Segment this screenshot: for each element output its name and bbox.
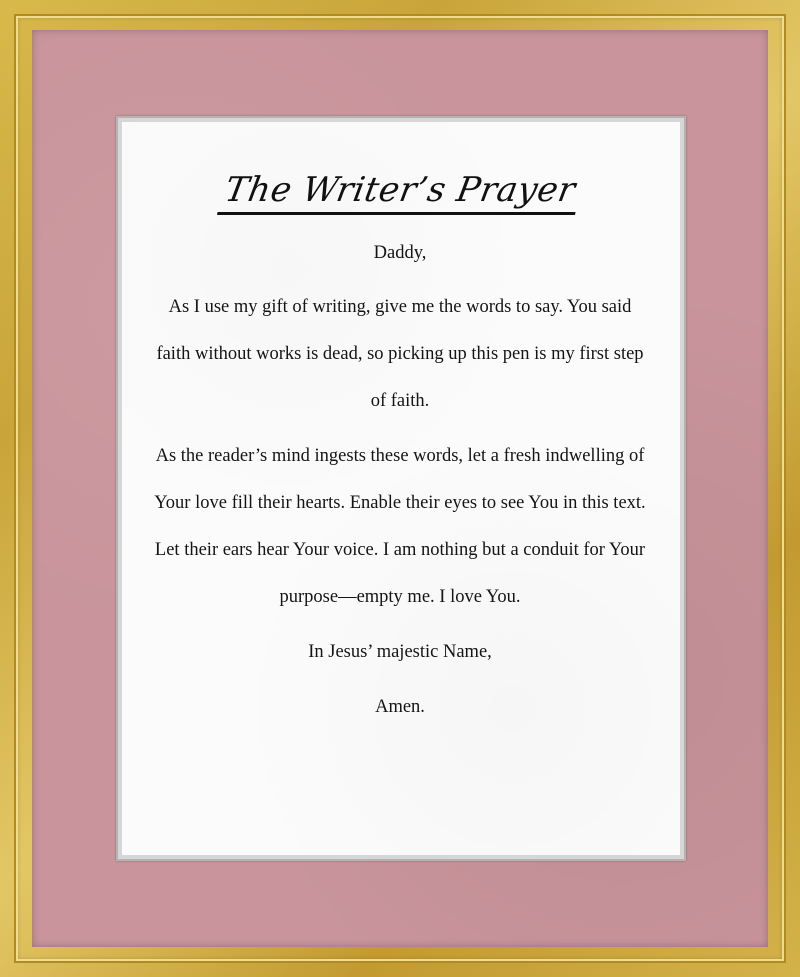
- salutation: Daddy,: [373, 243, 427, 263]
- page-title: The Writer’s Prayer: [217, 170, 583, 215]
- signoff: Amen.: [375, 697, 425, 717]
- closing-line: In Jesus’ majestic Name,: [308, 642, 492, 662]
- paragraph-2: As the reader’s mind ingests these words, let a fresh indwelling of Your love fill their hearts. Enable their eyes to see You in this text. Let their ears hear Your voice. I am nothing but a conduit for Your purpose—empty me. I love You.: [154, 446, 646, 607]
- prayer-body: [150, 230, 650, 731]
- paragraph-1: As I use my gift of writing, give me the words to say. You said faith without works is dead, so picking up this pen is my first step of faith.: [156, 297, 644, 411]
- title-container: [0, 170, 800, 215]
